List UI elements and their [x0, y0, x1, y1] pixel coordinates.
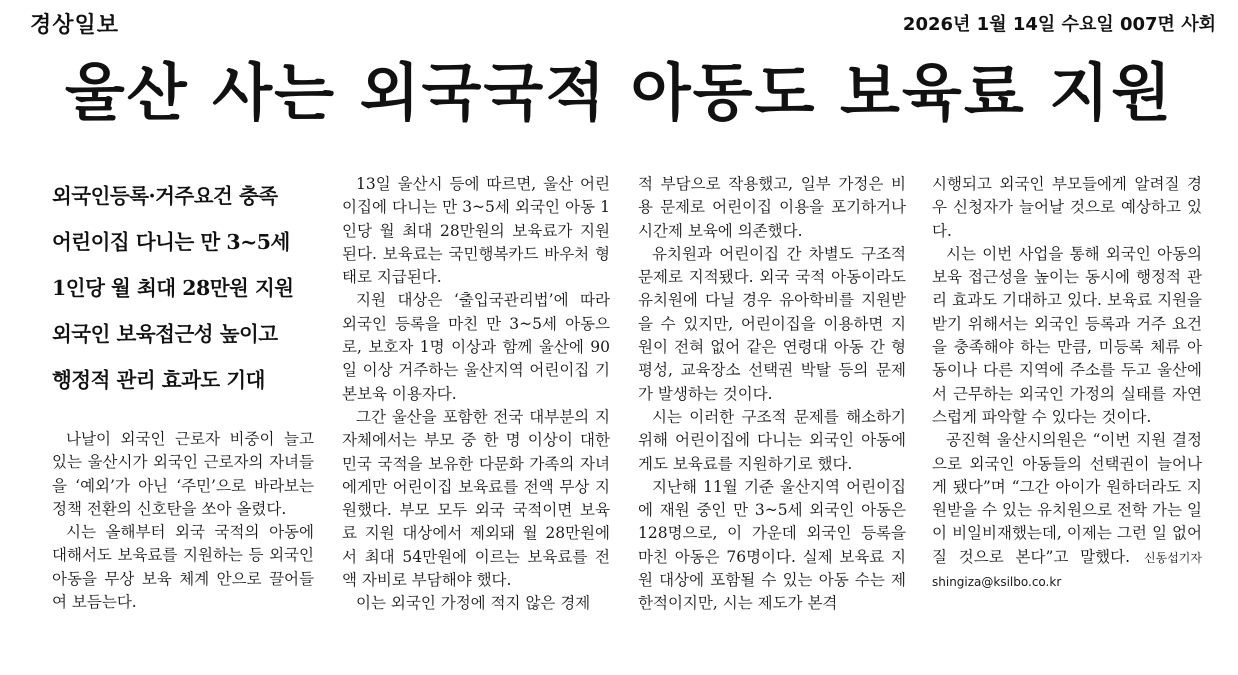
body-paragraph — [932, 429, 1202, 594]
body-paragraph: 지원 대상은 ‘출입국관리법’에 따라 외국인 등록을 마친 만 3~5세 아동으로, 보호자 1명 이상과 함께 울산에 90일 이상 거주하는 울산지역 어린이집 기본보육 이용자다. — [342, 291, 610, 403]
body-paragraph: 이는 외국인 가정에 적지 않은 경제 — [356, 594, 591, 613]
reporter-byline: 신동섭기자 shingiza@ksilbo.co.kr — [932, 550, 1202, 590]
article-column-1 — [52, 173, 314, 614]
body-paragraph: 13일 울산시 등에 따르면, 울산 어린이집에 다니는 만 3~5세 외국인 아동 1인당 월 최대 28만원의 보육료가 지원된다. 보육료는 국민행복카드 바우처 형태로 지급된다. — [342, 175, 610, 287]
quote-text: 공진혁 울산시의원은 “이번 지원 결정으로 외국인 아동들의 선택권이 늘어나게 됐다”며 “그간 아이가 원하더라도 지원받을 수 있는 유치원으로 전학 가는 일이 비일비재했는데, 이제는 그런 일 없어질 것으로 본다”고 말했다. — [932, 431, 1202, 566]
article-column-4 — [932, 173, 1202, 594]
publication-dateline: 2026년 1월 14일 수요일 007면 사회 — [902, 14, 1216, 35]
body-paragraph: 시는 이러한 구조적 문제를 해소하기 위해 어린이집에 다니는 외국인 아동에게도 보육료를 지원하기로 했다. — [638, 407, 906, 473]
article-column-2 — [342, 173, 610, 616]
body-paragraph: 지난해 11월 기준 울산지역 어린이집에 재원 중인 만 3~5세 외국인 아동은 128명으로, 이 가운데 외국인 등록을 마친 아동은 76명이다. 실제 보육료 지원 대상에 포함될 수 있는 아동 수는 제한적이지만, 시는 제도가 본격 — [638, 477, 906, 613]
body-paragraph: 그간 울산을 포함한 전국 대부분의 지자체에서는 부모 중 한 명 이상이 대한민국 국적을 보유한 다문화 가족의 자녀에게만 어린이집 보육료를 전액 무상 지원했다. 부모 모두 외국 국적이면 보육료 지원 대상에서 제외돼 월 28만원에서 최대 54만원에 이르는 보육료를 전액 자비로 부담해야 했다. — [342, 407, 610, 590]
article-headline: 울산 사는 외국국적 아동도 보육료 지원 — [64, 56, 1174, 129]
subheadline: 1인당 월 최대 28만원 지원 — [52, 276, 294, 300]
article-column-3 — [638, 173, 906, 616]
subheadline: 행정적 관리 효과도 기대 — [52, 368, 265, 392]
body-paragraph: 시는 올해부터 외국 국적의 아동에 대해서도 보육료를 지원하는 등 외국인 아동을 무상 보육 체계 안으로 끌어들여 보듬는다. — [52, 523, 314, 612]
subheadline: 어린이집 다니는 만 3~5세 — [52, 230, 290, 254]
body-paragraph: 시는 이번 사업을 통해 외국인 아동의 보육 접근성을 높이는 동시에 행정적 관리 효과도 기대하고 있다. 보육료 지원을 받기 위해서는 외국인 등록과 거주 요건을 충족해야 하는 만큼, 미등록 체류 아동이나 다른 지역에 주소를 두고 울산에서 근무하는 외국인 가정의 실태를 자연스럽게 파악할 수 있다는 것이다. — [932, 244, 1202, 426]
body-paragraph: 나날이 외국인 근로자 비중이 늘고 있는 울산시가 외국인 근로자의 자녀들을 ‘예외’가 아닌 ‘주민’으로 바라보는 정책 전환의 신호탄을 쏘아 올렸다. — [52, 430, 314, 518]
subheadline-block — [52, 173, 314, 403]
body-paragraph: 유치원과 어린이집 간 차별도 구조적 문제로 지적됐다. 외국 국적 아동이라도 유치원에 다닐 경우 유아학비를 지원받을 수 있지만, 어린이집을 이용하면 지원이 전혀 없어 같은 연령대 아동 간 형평성, 교육장소 선택권 박탈 등의 문제가 발생하는 것이다. — [638, 244, 906, 403]
subheadline: 외국인등록·거주요건 충족 — [52, 184, 278, 208]
masthead — [0, 0, 1238, 40]
newspaper-name: 경상일보 — [30, 13, 120, 38]
subheadline: 외국인 보육접근성 높이고 — [52, 322, 278, 346]
body-paragraph-continued: 적 부담으로 작용했고, 일부 가정은 비용 문제로 어린이집 이용을 포기하거나 시간제 보육에 의존했다. — [638, 175, 906, 240]
body-paragraph-continued: 시행되고 외국인 부모들에게 알려질 경우 신청자가 늘어날 것으로 예상하고 있다. — [932, 175, 1202, 240]
